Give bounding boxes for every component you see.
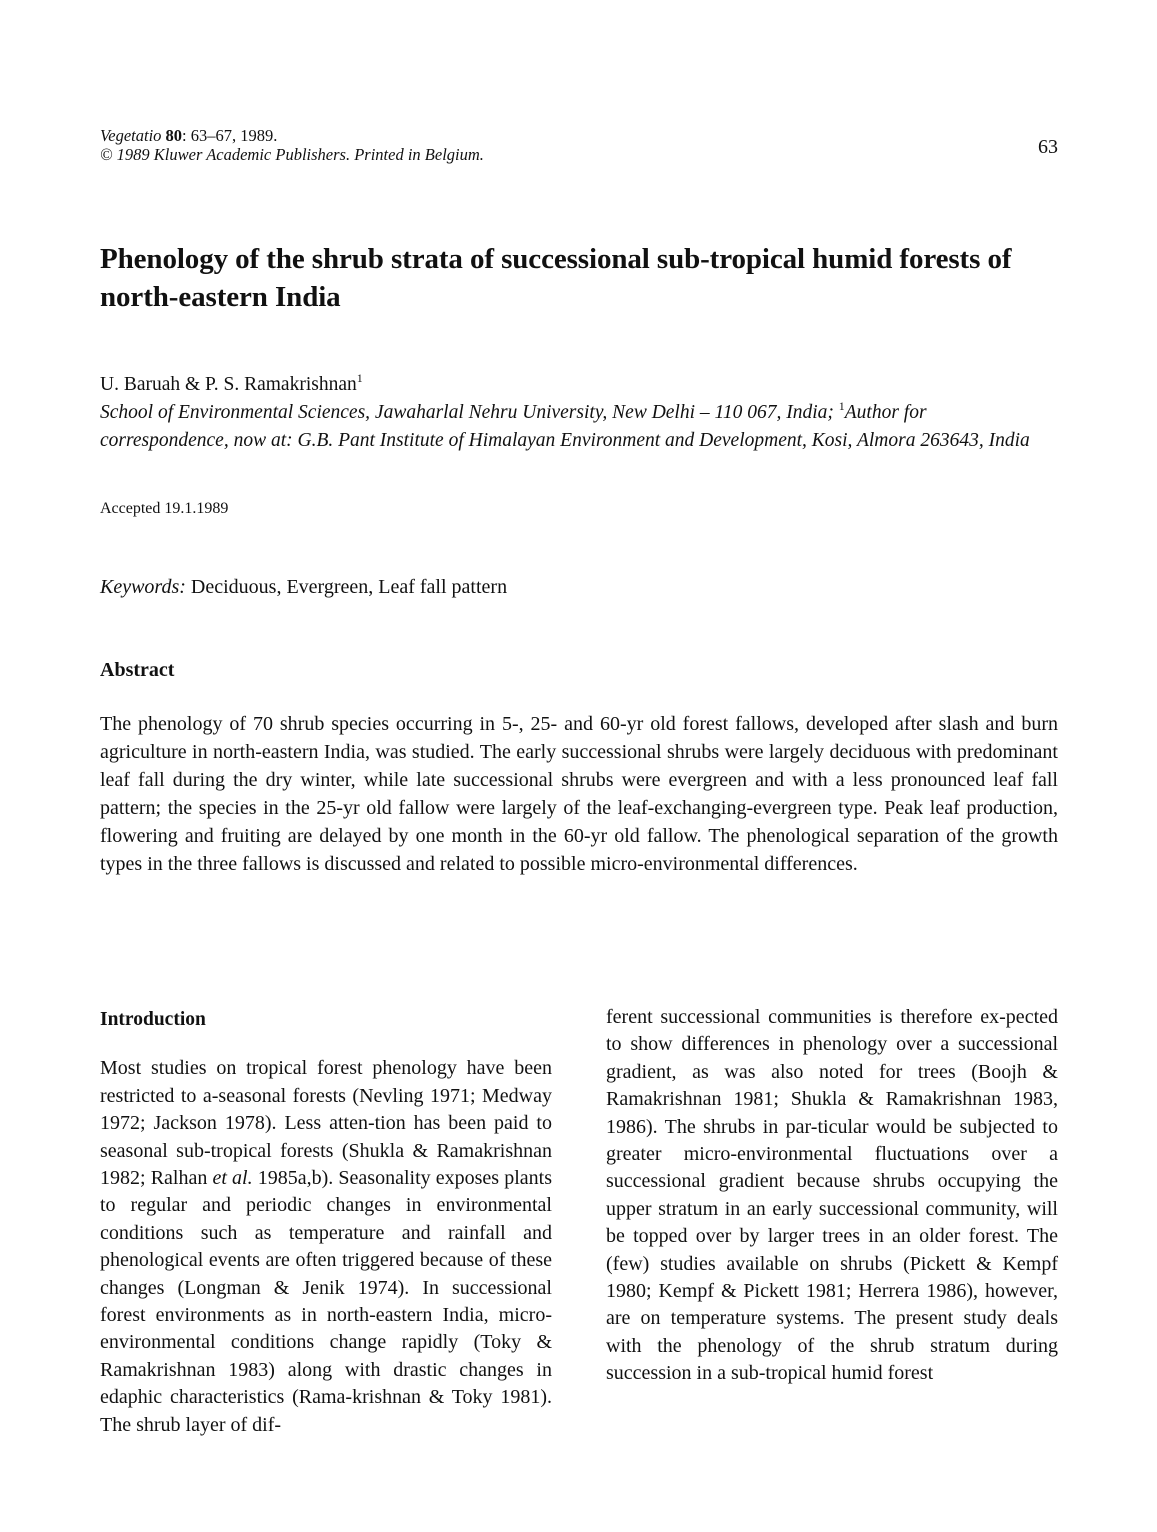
left-column bbox=[100, 1006, 552, 1439]
affiliation bbox=[100, 392, 1060, 455]
affiliation-marker: 1 bbox=[838, 399, 845, 413]
pages-year: : 63–67, 1989. bbox=[182, 126, 278, 145]
journal-volume: 80 bbox=[165, 126, 183, 145]
correspondence-address: Author for correspondence, now at: G.B. Pant Institute of Himalayan Environment and Development, Kosi, Almora 263643, India bbox=[100, 402, 1030, 451]
introduction-text-left bbox=[100, 1055, 552, 1439]
keywords-value: Deciduous, Evergreen, Leaf fall pattern bbox=[185, 576, 508, 598]
abstract-heading: Abstract bbox=[100, 659, 175, 681]
copyright-line: © 1989 Kluwer Academic Publishers. Printed in Belgium. bbox=[100, 145, 484, 164]
journal-name: Vegetatio bbox=[100, 126, 162, 145]
right-column bbox=[606, 1004, 1058, 1388]
author-marker: 1 bbox=[356, 371, 363, 385]
affiliation-main: School of Environmental Sciences, Jawaharlal Nehru University, New Delhi – 110 067, India; bbox=[100, 402, 839, 423]
journal-header bbox=[100, 126, 1058, 164]
paper-title: Phenology of the shrub strata of successional sub-tropical humid forests of north-eastern India bbox=[100, 243, 1012, 313]
intro-left-part1: Most studies on tropical forest phenology have been restricted to a-seasonal forests (Nevling 1971; Medway 1972; Jackson 1978). Less atten-tion has been paid to seasonal sub-tropical forests (Shukla & Ramakrishnan 1982; Ralhan bbox=[100, 1057, 552, 1190]
keywords-label: Keywords: bbox=[100, 576, 186, 598]
keywords bbox=[100, 576, 507, 599]
intro-left-part2: 1985a,b). Seasonality exposes plants to regular and periodic changes in environmental conditions such as temperature and rainfall and phenological events are often triggered because of these changes (Longman & Jenik 1974). In successional forest environments as in north-eastern India, micro-environmental conditions change rapidly (Toky & Ramakrishnan 1983) along with drastic changes in edaphic characteristics (Rama-krishnan & Toky 1981). The shrub layer of dif- bbox=[100, 1167, 552, 1436]
introduction-text-right: ferent successional communities is therefore ex-pected to show differences in phenology over a successional gradient, as was also noted for trees (Boojh & Ramakrishnan 1981; Shukla & Ramakrishnan 1983, 1986). The shrubs in par-ticular would be subjected to greater micro-environmental fluctuations over a successional gradient because shrubs occupying the upper stratum in an early successional community, will be topped over by larger trees in an older forest. The (few) studies available on shrubs (Pickett & Kempf 1980; Kempf & Pickett 1981; Herrera 1986), however, are on temperature systems. The present study deals with the phenology of the shrub stratum during succession in a sub-tropical humid forest bbox=[606, 1006, 1058, 1385]
page-number: 63 bbox=[1038, 136, 1058, 158]
author-names: U. Baruah & P. S. Ramakrishnan bbox=[100, 374, 357, 395]
et-al: et al. bbox=[212, 1167, 253, 1190]
accepted-date: Accepted 19.1.1989 bbox=[100, 500, 229, 517]
abstract-text: The phenology of 70 shrub species occurring in 5-, 25- and 60-yr old forest fallows, developed after slash and burn agriculture in north-eastern India, was studied. The early successional shrubs were largely deciduous with predominant leaf fall during the dry winter, while late successional shrubs were evergreen and with a less pronounced leaf fall pattern; the species in the 25-yr old fallow were largely of the leaf-exchanging-evergreen type. Peak leaf production, flowering and fruiting are delayed by one month in the 60-yr old fallow. The phenological separation of the growth types in the three fallows is discussed and related to possible micro-environmental differences. bbox=[100, 713, 1058, 875]
citation-line bbox=[100, 126, 1058, 145]
introduction-heading: Introduction bbox=[100, 1009, 206, 1030]
